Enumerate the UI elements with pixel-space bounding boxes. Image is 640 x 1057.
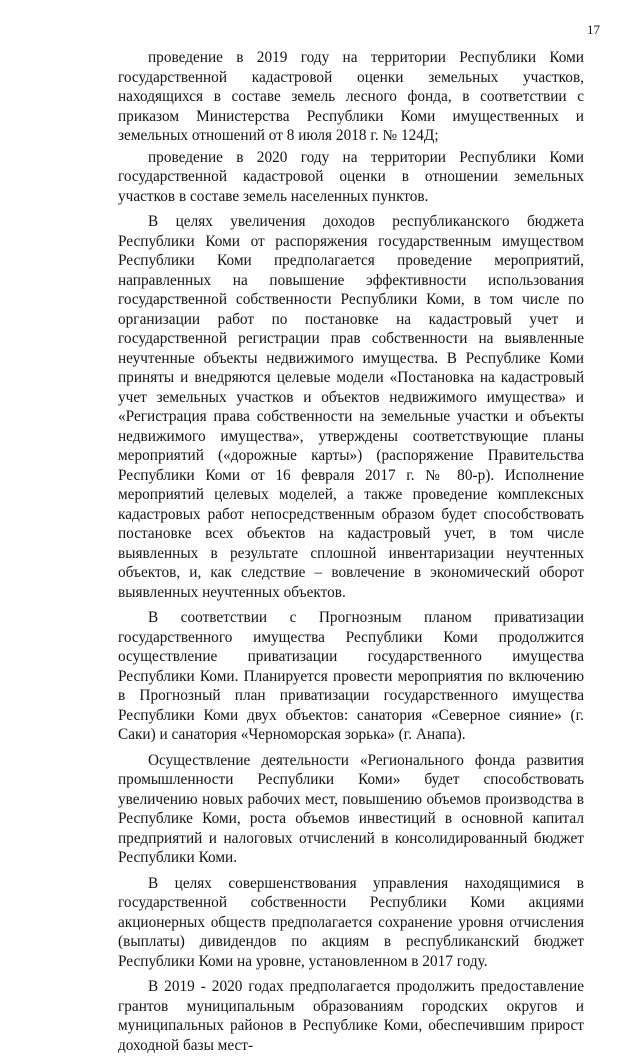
- paragraph-cadastral-forest-2019: проведение в 2019 году на территории Республики Коми государственной кадастровой оценки земельных участков, находящихся в составе земель лесного фонда, в соответствии с приказом Министерства Республики Коми имущественных и земельных отношений от 8 июля 2018 г. № 124Д;: [118, 49, 584, 144]
- page-number: 17: [587, 22, 600, 37]
- body-text: [118, 48, 584, 1057]
- paragraph-budget-revenue-measures: В целях увеличения доходов республиканского бюджета Республики Коми от распоряжения государственным имуществом Республики Коми предполагается проведение мероприятий, направленных на повышение эффективности использования государственной собственности Республики Коми, в том числе по организации работ по постановке на кадастровый учет и государственной регистрации прав собственности на выявленные неучтенные объекты недвижимого имущества. В Республике Коми приняты и внедряются целевые модели «Постановка на кадастровый учет земельных участков и объектов недвижимого имущества» и «Регистрация права собственности на земельные участки и объекты недвижимого имущества», утверждены соответствующие планы мероприятий («дорожные карты») (распоряжение Правительства Республики Коми от 16 февраля 2017 г. № 80-р). Исполнение мероприятий целевых моделей, а также проведение комплексных кадастровых работ непосредственным образом будет способствовать постановке всех объектов на кадастровый учет, в том числе выявленных в результате сплошной инвентаризации неучтенных объектов, и, как следствие – вовлечение в экономический оборот выявленных неучтенных объектов.: [118, 213, 584, 601]
- paragraph-regional-industry-fund: Осуществление деятельности «Регионального фонда развития промышленности Республики Коми» будет способствовать увеличению новых рабочих мест, повышению объемов производства в Республике Коми, роста объемов инвестиций в основной капитал предприятий и налоговых отчислений в консолидированный бюджет Республики Коми.: [118, 751, 584, 866]
- paragraph-shares-management: В целях совершенствования управления находящимися в государственной собственности Республики Коми акциями акционерных обществ предполагается сохранение уровня отчисления (выплаты) дивидендов по акциям в республиканский бюджет Республики Коми на уровне, установленном в 2017 году.: [118, 874, 584, 970]
- paragraph-cadastral-settlements-2020: проведение в 2020 году на территории Республики Коми государственной кадастровой оценки в отношении земельных участков в составе земель населенных пунктов.: [118, 148, 584, 205]
- paragraph-privatization-plan: В соответствии с Прогнозным планом приватизации государственного имущества Республики Коми продолжится осуществление приватизации государственного имущества Республики Коми. Планируется провести мероприятия по включению в Прогнозный план приватизации государственного имущества Республики Коми двух объектов: санатория «Северное сияние» (г. Саки) и санатория «Черноморская зорька» (г. Анапа).: [118, 609, 584, 743]
- paragraph-municipal-grants: В 2019 - 2020 годах предполагается продолжить предоставление грантов муниципальным образованиям городских округов и муниципальных районов в Республике Коми, обеспечившим прирост доходной базы мест-: [118, 978, 584, 1054]
